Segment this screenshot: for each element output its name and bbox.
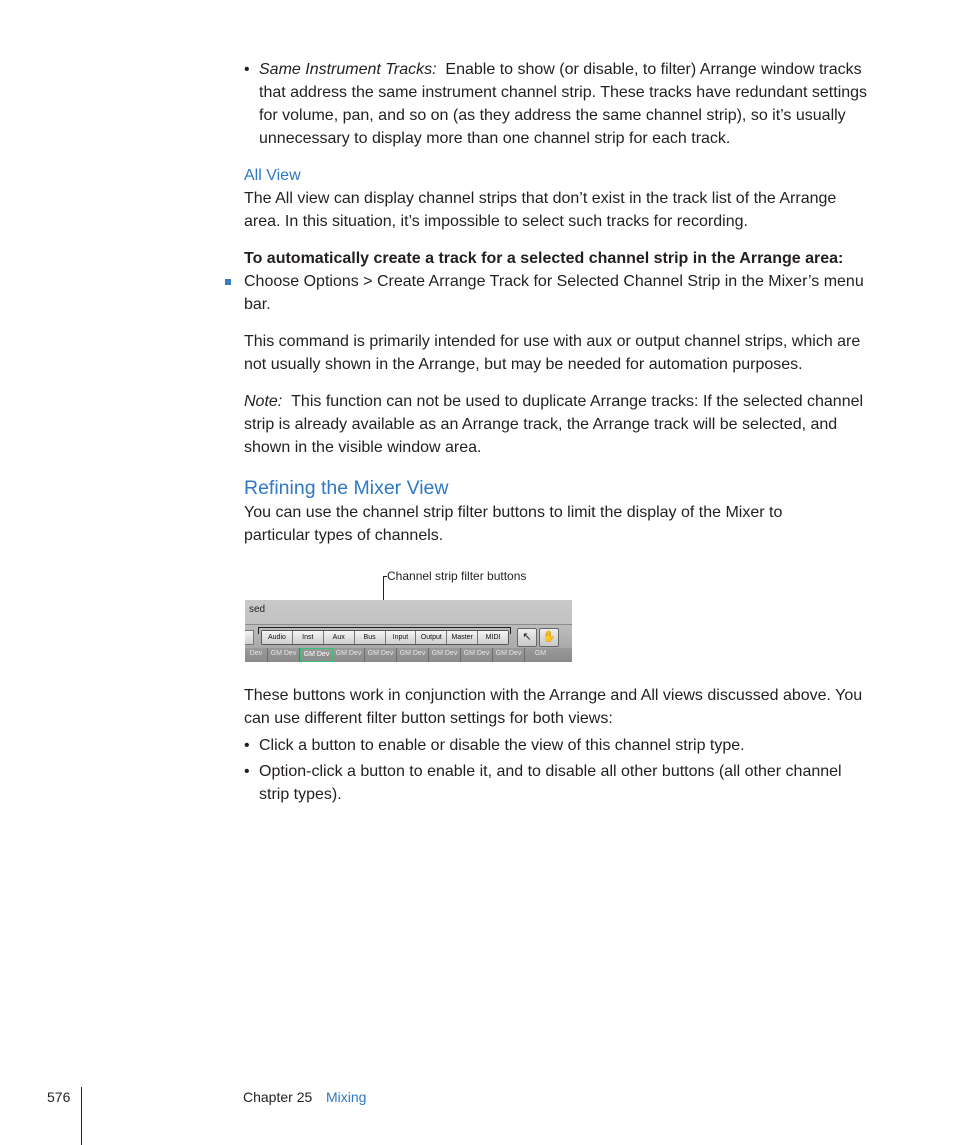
filter-master-button[interactable]: Master [447, 631, 478, 644]
pointer-tool-icon[interactable]: ↖ [517, 628, 537, 647]
bullet-marker: • [244, 737, 250, 754]
bullet-lead: Same Instrument Tracks: [259, 61, 437, 78]
channel-strip-label-selected[interactable]: GM Dev [300, 648, 333, 662]
channel-strip-label[interactable]: GM Dev [493, 648, 525, 662]
page-number: 576 [47, 1089, 71, 1105]
channel-strip-label[interactable]: GM Dev [333, 648, 365, 662]
channel-strip-label[interactable]: GM Dev [429, 648, 461, 662]
section-heading: Refining the Mixer View [244, 477, 449, 499]
bullet-body: Enable to show (or disable, to filter) Arrange window tracks that address the same instrument channel strip. These tracks have redundant settings for volume, pan, and so on (as they address the same channel strip), so it’s usually unnecessary to display more than one channel strip for each track. [259, 61, 868, 147]
channel-strip-label[interactable]: GM Dev [268, 648, 300, 662]
all-view-body: The All view can display channel strips that don’t exist in the track list of the Arrange area. In this situation, it’s impossible to select such tracks for recording. [244, 190, 837, 230]
window-title-fragment: sed [249, 604, 266, 615]
channel-strip-row [245, 648, 572, 662]
bullet-item: Option-click a button to enable it, and to disable all other buttons (all other channel strip types). [259, 763, 842, 803]
channel-strip-label[interactable]: GM Dev [461, 648, 493, 662]
channel-strip-label[interactable]: GM Dev [365, 648, 397, 662]
channel-strip-label[interactable]: GM Dev [397, 648, 429, 662]
channel-strip-label[interactable]: GM [534, 650, 547, 657]
note-text: This function can not be used to duplicate Arrange tracks: If the selected channel strip is already available as an Arrange track, the Arrange track will be selected, and shown in the visible window area. [244, 393, 864, 456]
task-step: Choose Options > Create Arrange Track for Selected Channel Strip in the Mixer’s menu bar. [244, 273, 864, 313]
toolbar-edge-button[interactable] [245, 630, 254, 645]
filter-bracket [258, 627, 511, 634]
note-label: Note: [244, 393, 283, 410]
footer-chapter: Chapter 25 [243, 1089, 313, 1105]
figure-callout: Channel strip filter buttons [387, 569, 527, 583]
command-paragraph: This command is primarily intended for use with aux or output channel strips, which are not usually shown in the Arrange, but may be needed for automation purposes. [244, 333, 861, 373]
footer-section-link[interactable]: Mixing [326, 1089, 367, 1105]
filter-midi-button[interactable]: MIDI [478, 631, 508, 644]
footer-rule [81, 1087, 82, 1145]
step-square-bullet [225, 279, 231, 285]
hand-tool-icon[interactable]: ✋ [539, 628, 559, 647]
filter-input-button[interactable]: Input [386, 631, 417, 644]
bullet-item: Click a button to enable or disable the view of this channel strip type. [259, 737, 745, 754]
subheading-all-view: All View [244, 167, 301, 184]
after-figure-paragraph: These buttons work in conjunction with the Arrange and All views discussed above. You can use different filter button settings for both views: [244, 687, 863, 727]
bullet-item [259, 58, 874, 150]
filter-inst-button[interactable]: Inst [293, 631, 324, 644]
filter-output-button[interactable]: Output [416, 631, 447, 644]
task-heading: To automatically create a track for a selected channel strip in the Arrange area: [244, 250, 844, 267]
bullet-marker: • [244, 763, 250, 780]
filter-audio-button[interactable]: Audio [262, 631, 293, 644]
filter-aux-button[interactable]: Aux [324, 631, 355, 644]
bullet-marker: • [244, 61, 250, 78]
channel-strip-label[interactable]: Dev [245, 648, 268, 662]
section-intro: You can use the channel strip filter buttons to limit the display of the Mixer to particular types of channels. [244, 504, 783, 544]
note-paragraph [244, 390, 874, 459]
filter-bus-button[interactable]: Bus [355, 631, 386, 644]
